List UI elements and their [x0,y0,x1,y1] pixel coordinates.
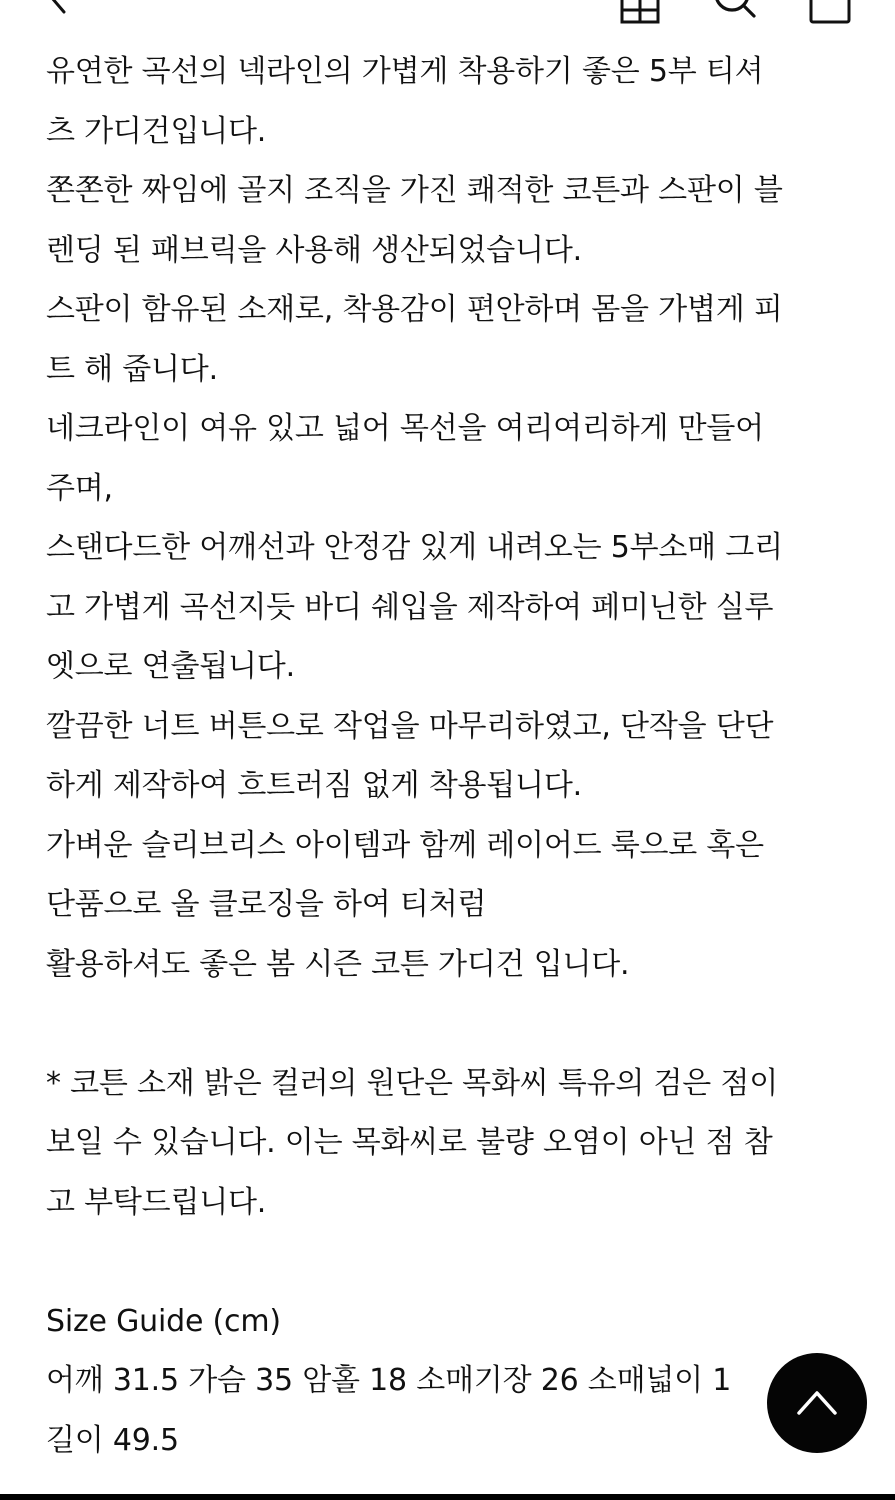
chevron-up-icon [795,1381,839,1425]
search-button[interactable] [710,0,758,24]
description-line: 쫀쫀한 짜임에 골지 조직을 가진 쾌적한 코튼과 스판이 블 [46,173,783,208]
description-line: 엣으로 연출됩니다. [46,649,295,684]
notice-line: * 코튼 소재 밝은 컬러의 원단은 목화씨 특유의 검은 점이 [46,1065,778,1101]
description-line: 단품으로 올 클로징을 하여 티처럼 [46,887,487,922]
description-line: 하게 제작하여 흐트러짐 없게 착용됩니다. [46,768,582,803]
chevron-left-icon [40,0,80,18]
back-button[interactable] [40,0,80,18]
size-guide-length: 길이 49.5 [46,1422,179,1458]
description-line: 활용하셔도 좋은 봄 시즌 코튼 가디건 입니다. [46,946,630,982]
description-line: 츠 가디건입니다. [46,113,267,149]
description-line: 렌딩 된 패브릭을 사용해 생산되었습니다. [46,232,582,268]
store-button[interactable] [616,0,664,24]
description-line: 스탠다드한 어깨선과 안정감 있게 내려오는 5부소매 그리 [46,530,783,565]
search-icon [710,0,758,24]
section-gap [46,994,856,1054]
description-line: 깔끔한 너트 버튼으로 작업을 마무리하였고, 단작을 단단 [46,708,774,744]
description-line: 네크라인이 여유 있고 넓어 목선을 여리여리하게 만들어 [46,411,764,446]
bottom-edge-bar [0,1494,895,1500]
top-navigation-bar [0,0,895,30]
description-line: 스판이 함유된 소재로, 착용감이 편안하며 몸을 가볍게 피 [46,292,783,327]
notice-line: 보일 수 있습니다. 이는 목화씨로 불량 오염이 아닌 점 참 [46,1125,773,1160]
section-gap [46,1232,856,1292]
bag-icon [806,0,854,24]
product-description [46,42,856,1470]
description-line: 주며, [46,470,113,506]
size-guide-measurements: 어깨 31.5 가슴 35 암홀 18 소매기장 26 소매넓이 1 [46,1363,732,1398]
size-guide-title: Size Guide (cm) [46,1303,281,1339]
description-line: 가벼운 슬리브리스 아이템과 함께 레이어드 룩으로 혹은 [46,827,764,863]
cart-button[interactable] [806,0,854,24]
description-line: 유연한 곡선의 넥라인의 가볍게 착용하기 좋은 5부 티셔 [46,54,764,89]
store-icon [616,0,664,24]
scroll-to-top-button[interactable] [767,1353,867,1453]
description-line: 고 가볍게 곡선지듯 바디 쉐입을 제작하여 페미닌한 실루 [46,589,774,625]
notice-line: 고 부탁드립니다. [46,1184,267,1220]
description-line: 트 해 줍니다. [46,351,218,387]
